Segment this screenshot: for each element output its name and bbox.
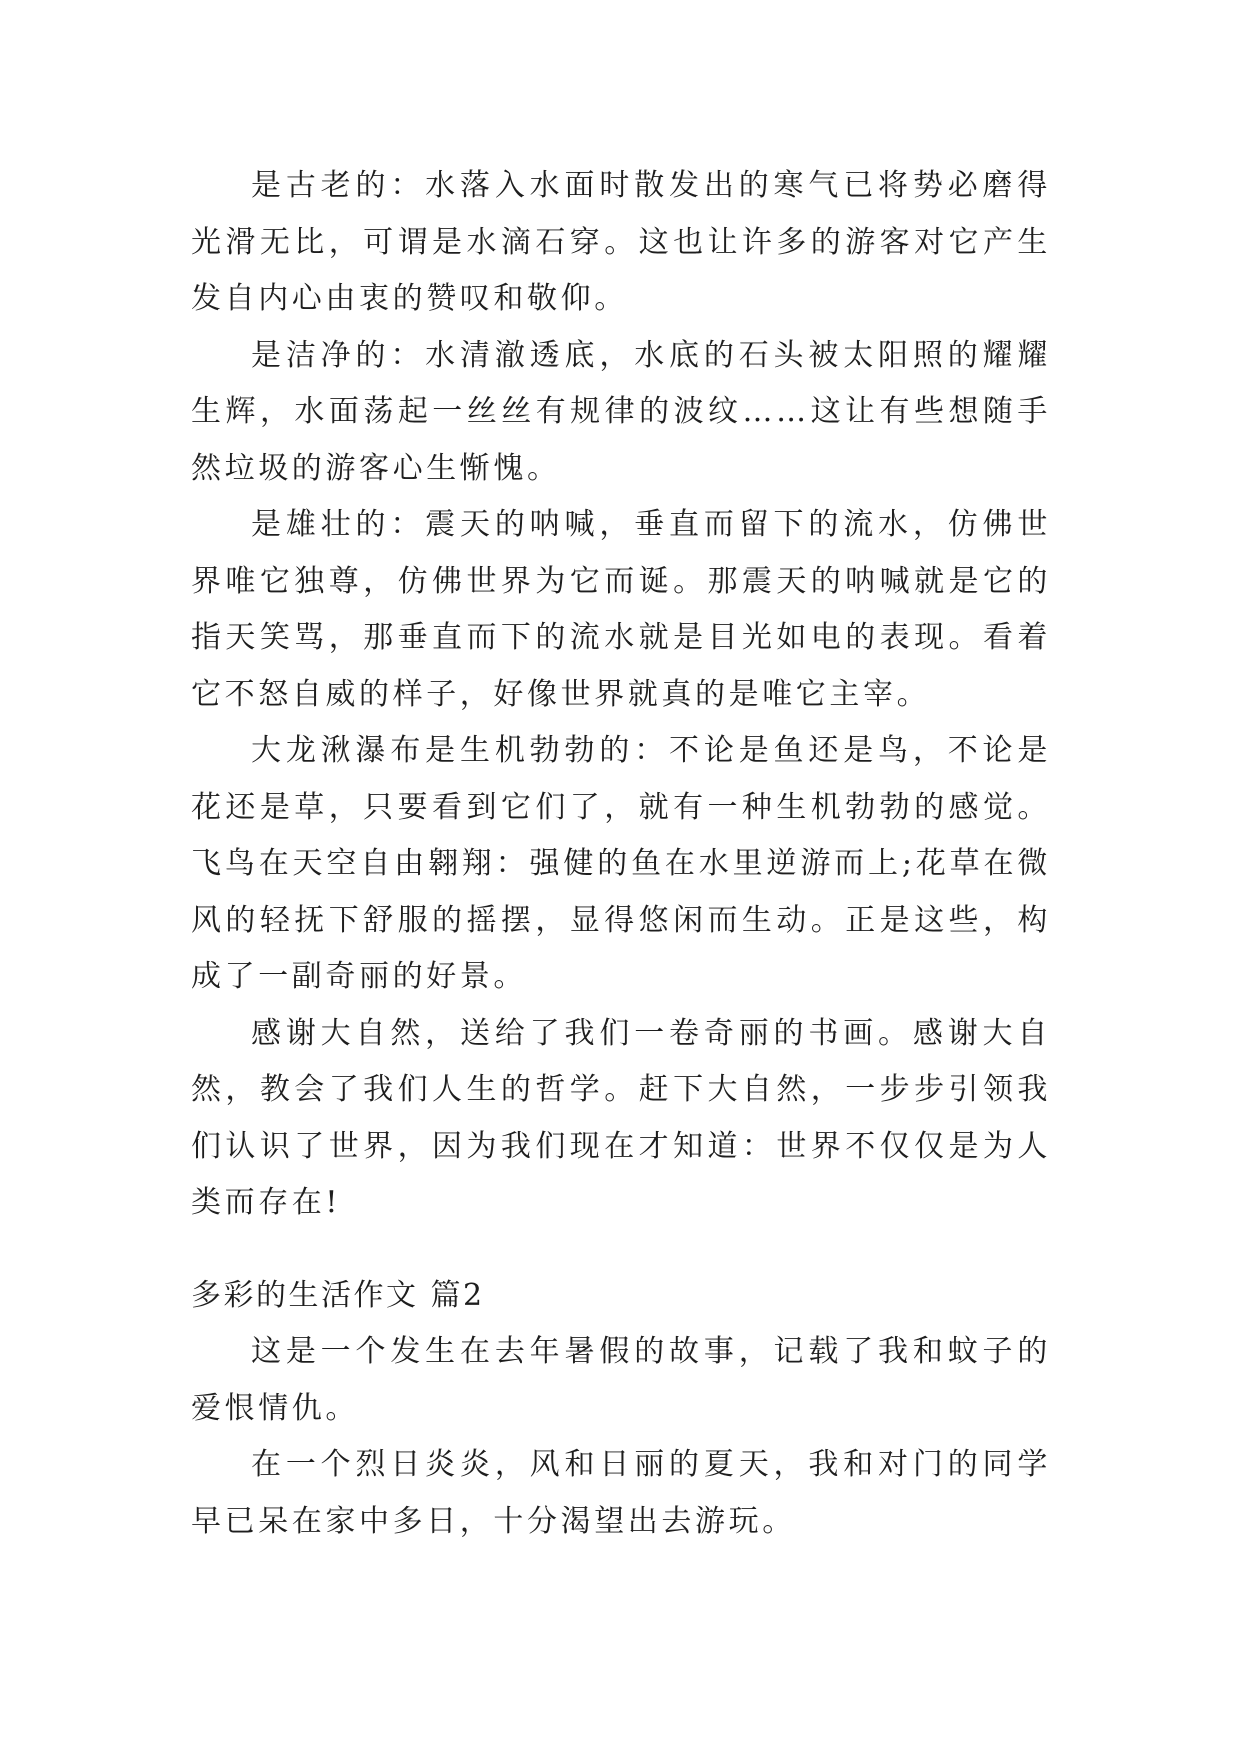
paragraph-summer-day: 在一个烈日炎炎，风和日丽的夏天，我和对门的同学早已呆在家中多日，十分渴望出去游玩。 xyxy=(191,1447,1051,1539)
section-title: 多彩的生活作文 篇2 xyxy=(191,1277,485,1313)
paragraph-vibrant: 大龙湫瀑布是生机勃勃的：不论是鱼还是鸟，不论是花还是草，只要看到它们了，就有一种生机勃勃的感觉。飞鸟在天空自由翱翔：强健的鱼在水里逆游而上;花草在微风的轻抚下舒服的摇摆，显得悠闲而生动。正是这些，构成了一副奇丽的好景。 xyxy=(191,733,1051,994)
paragraph-clean: 是洁净的：水清澈透底，水底的石头被太阳照的耀耀生辉，水面荡起一丝丝有规律的波纹……这让有些想随手然垃圾的游客心生惭愧。 xyxy=(191,337,1051,486)
paragraph-ancient: 是古老的：水落入水面时散发出的寒气已将势必磨得光滑无比，可谓是水滴石穿。这也让许多的游客对它产生发自内心由衷的赞叹和敬仰。 xyxy=(191,168,1051,316)
paragraph-gratitude: 感谢大自然，送给了我们一卷奇丽的书画。感谢大自然，教会了我们人生的哲学。赶下大自然，一步步引领我们认识了世界，因为我们现在才知道：世界不仅仅是为人类而存在! xyxy=(191,1015,1051,1220)
document-body xyxy=(191,158,1051,1550)
paragraph-majestic: 是雄壮的：震天的呐喊，垂直而留下的流水，仿佛世界唯它独尊，仿佛世界为它而诞。那震天的呐喊就是它的指天笑骂，那垂直而下的流水就是目光如电的表现。看着它不怒自威的样子，好像世界就真的是唯它主宰。 xyxy=(191,507,1051,712)
paragraph-summer-story: 这是一个发生在去年暑假的故事，记载了我和蚊子的爱恨情仇。 xyxy=(191,1334,1051,1426)
